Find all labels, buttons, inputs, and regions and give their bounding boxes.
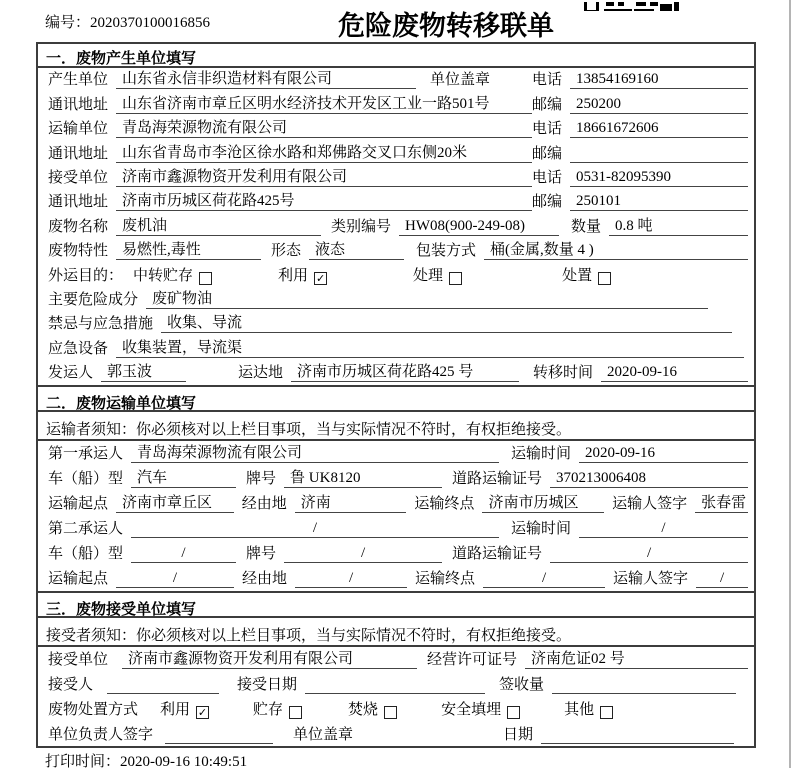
receiver-unit-label: 接受单位 xyxy=(48,169,109,186)
taboo-measures-label: 禁忌与应急措施 xyxy=(48,316,154,333)
waste-traits-field: 易燃性,毒性 xyxy=(116,238,261,260)
receiver-address-row xyxy=(38,190,754,214)
transfer-time-field: 2020-09-16 xyxy=(601,364,748,382)
route2-row xyxy=(38,566,754,591)
disposal-other-checkbox xyxy=(600,706,613,719)
disposal-method-label: 废物处置方式 xyxy=(48,702,139,719)
transport-zip-label: 邮编 xyxy=(531,145,562,162)
producer-address-label: 通讯地址 xyxy=(48,96,109,113)
transport-unit-field: 青岛海荣源物流有限公司 xyxy=(116,116,532,138)
route2-via-field: / xyxy=(295,570,407,588)
waste-code-field: HW08(900-249-08) xyxy=(399,218,559,236)
producer-unit-field: 山东省永信非织造材料有限公司 xyxy=(116,67,416,89)
signed-qty-field xyxy=(552,677,736,694)
carrier2-row xyxy=(38,516,754,541)
disposal-method-row xyxy=(38,697,754,722)
vehicle1-type-field: 汽车 xyxy=(131,466,236,488)
responsible-sign-field xyxy=(165,727,273,744)
transfer-purpose-label: 外运目的： xyxy=(48,267,124,284)
emergency-equipment-row xyxy=(38,336,754,360)
route1-row xyxy=(38,491,754,516)
route2-via-label: 经由地 xyxy=(242,571,288,588)
receiver-unit-field: 济南市鑫源物资开发利用有限公司 xyxy=(116,165,532,187)
taboo-measures-row xyxy=(38,312,754,336)
destination-field: 济南市历城区荷花路425 号 xyxy=(291,360,519,382)
serial-label: 编号： xyxy=(45,15,91,31)
waste-traits-label: 废物特性 xyxy=(48,243,109,260)
section-2-header: 二．废物运输单位填写 xyxy=(38,385,754,412)
acceptor-row xyxy=(38,672,754,697)
qr-code-fragment-icon xyxy=(584,0,680,11)
vehicle2-plate-label: 牌号 xyxy=(246,546,277,563)
unit-seal-label: 单位盖章 xyxy=(430,72,491,89)
producer-unit-label: 产生单位 xyxy=(48,72,109,89)
receiver-phone-field: 0531-82095390 xyxy=(570,169,748,187)
receiver-zip-field: 250101 xyxy=(570,193,748,211)
acceptor-field xyxy=(107,677,219,694)
accept-unit-row xyxy=(38,647,754,672)
vehicle2-cert-label: 道路运输证号 xyxy=(452,546,543,563)
emergency-equipment-field: 收集装置，导流渠 xyxy=(116,336,744,358)
vehicle1-row xyxy=(38,466,754,491)
vehicle2-plate-field: / xyxy=(284,545,442,563)
carrier1-field: 青岛海荣源物流有限公司 xyxy=(131,441,499,463)
carrier2-time-field: / xyxy=(579,520,748,538)
purpose-storage-checkbox xyxy=(199,272,212,285)
purpose-dispose-checkbox xyxy=(598,272,611,285)
accept-unit-field: 济南市鑫源物资开发利用有限公司 xyxy=(122,647,417,669)
transport-phone-label: 电话 xyxy=(531,121,562,138)
disposal-other-label: 其他 xyxy=(564,702,595,719)
route2-start-label: 运输起点 xyxy=(48,571,109,588)
waste-form-field: 液态 xyxy=(309,238,404,260)
shipper-field: 郭玉波 xyxy=(101,360,186,382)
transport-phone-field: 18661672606 xyxy=(570,120,748,138)
receiver-phone-label: 电话 xyxy=(531,169,562,186)
transport-address-field: 山东省青岛市李沧区徐水路和郑佛路交叉口东侧20米 xyxy=(116,141,532,163)
purpose-option-storage-label: 中转贮存 xyxy=(133,267,194,284)
vehicle2-cert-field: / xyxy=(550,545,748,563)
purpose-option-use-label: 利用 xyxy=(278,267,309,284)
page-edge-divider xyxy=(789,0,791,768)
route1-start-field: 济南市章丘区 xyxy=(116,491,234,513)
transport-address-row xyxy=(38,141,754,165)
disposal-use-label: 利用 xyxy=(160,702,191,719)
signed-qty-label: 签收量 xyxy=(499,677,545,694)
purpose-option-dispose-label: 处置 xyxy=(562,267,593,284)
accept-date-field xyxy=(305,677,485,694)
receiver-unit-row xyxy=(38,166,754,190)
serial-number-line xyxy=(45,11,210,32)
receiver-zip-label: 邮编 xyxy=(531,194,562,211)
waste-qty-label: 数量 xyxy=(571,218,602,235)
disposal-burn-label: 焚烧 xyxy=(348,702,379,719)
producer-address-field: 山东省济南市章丘区明水经济技术开发区工业一路501号 xyxy=(116,92,532,114)
hazard-components-row xyxy=(38,288,754,312)
shipper-label: 发运人 xyxy=(48,365,94,382)
disposal-use-checkbox: ✓ xyxy=(197,706,208,720)
transfer-time-label: 转移时间 xyxy=(533,365,594,382)
form-title: 危险废物转移联单 xyxy=(338,11,554,41)
purpose-use-checkbox: ✓ xyxy=(315,271,326,285)
emergency-equipment-label: 应急设备 xyxy=(48,340,109,357)
section-1-header: 一．废物产生单位填写 xyxy=(38,44,754,68)
carrier1-time-label: 运输时间 xyxy=(511,446,572,463)
producer-phone-field: 13854169160 xyxy=(570,71,748,89)
disposal-landfill-checkbox xyxy=(507,706,520,719)
route1-via-label: 经由地 xyxy=(241,496,287,513)
producer-zip-label: 邮编 xyxy=(531,96,562,113)
unit-seal-label-2: 单位盖章 xyxy=(293,727,354,744)
responsible-sign-label: 单位负责人签字 xyxy=(48,727,154,744)
vehicle1-plate-label: 牌号 xyxy=(246,471,277,488)
route2-end-label: 运输终点 xyxy=(415,571,476,588)
route2-sign-label: 运输人签字 xyxy=(613,571,689,588)
route1-start-label: 运输起点 xyxy=(48,496,109,513)
waste-name-field: 废机油 xyxy=(116,214,321,236)
transport-unit-label: 运输单位 xyxy=(48,121,109,138)
carrier2-label: 第二承运人 xyxy=(48,521,124,538)
print-time-value: 2020-09-16 10:49:51 xyxy=(120,754,248,770)
producer-unit-row xyxy=(38,68,754,92)
transport-zip-field xyxy=(570,146,748,163)
taboo-measures-field: 收集、导流 xyxy=(161,311,732,333)
producer-address-row xyxy=(38,92,754,116)
waste-name-row xyxy=(38,214,754,238)
carrier2-time-label: 运输时间 xyxy=(511,521,572,538)
route1-sign-label: 运输人签字 xyxy=(612,496,688,513)
route2-sign-field: / xyxy=(696,570,748,588)
route1-via-field: 济南 xyxy=(295,491,407,513)
route2-start-field: / xyxy=(116,570,234,588)
vehicle1-cert-field: 370213006408 xyxy=(550,470,748,488)
waste-name-label: 废物名称 xyxy=(48,218,109,235)
vehicle2-row xyxy=(38,541,754,566)
packing-label: 包装方式 xyxy=(416,243,477,260)
manifest-table xyxy=(36,42,756,748)
carrier1-time-field: 2020-09-16 xyxy=(579,445,748,463)
transporter-notice: 运输者须知：你必须核对以上栏目事项，当与实际情况不符时，有权拒绝接受。 xyxy=(38,412,754,441)
accept-date-label: 接受日期 xyxy=(237,677,298,694)
producer-phone-label: 电话 xyxy=(531,72,562,89)
destination-label: 运达地 xyxy=(238,365,284,382)
vehicle1-type-label: 车（船）型 xyxy=(48,471,124,488)
disposal-store-checkbox xyxy=(289,706,302,719)
purpose-option-treat-label: 处理 xyxy=(413,267,444,284)
waste-traits-row xyxy=(38,239,754,263)
hazard-components-field: 废矿物油 xyxy=(146,287,708,309)
section-3-header: 三．废物接受单位填写 xyxy=(38,591,754,618)
route1-end-field: 济南市历城区 xyxy=(482,491,604,513)
vehicle1-plate-field: 鲁 UK8120 xyxy=(284,466,442,488)
disposal-store-label: 贮存 xyxy=(253,702,284,719)
disposal-burn-checkbox xyxy=(384,706,397,719)
route1-sign-field: 张春雷 xyxy=(695,491,748,513)
waste-form-label: 形态 xyxy=(271,243,302,260)
vehicle2-type-label: 车（船）型 xyxy=(48,546,124,563)
transport-unit-row xyxy=(38,117,754,141)
print-time-label: 打印时间： xyxy=(45,754,121,770)
waste-qty-field: 0.8 吨 xyxy=(609,214,748,236)
hazard-components-label: 主要危险成分 xyxy=(48,291,139,308)
accept-unit-label: 接受单位 xyxy=(48,652,109,669)
transport-address-label: 通讯地址 xyxy=(48,145,109,162)
serial-number: 2020370100016856 xyxy=(90,15,211,31)
carrier2-field: / xyxy=(131,520,499,538)
responsible-sign-row xyxy=(38,722,754,747)
carrier1-row xyxy=(38,441,754,466)
producer-zip-field: 250200 xyxy=(570,96,748,114)
shipper-row xyxy=(38,361,754,385)
purpose-treat-checkbox xyxy=(449,272,462,285)
license-label: 经营许可证号 xyxy=(427,652,518,669)
route1-end-label: 运输终点 xyxy=(414,496,475,513)
disposal-landfill-label: 安全填埋 xyxy=(441,702,502,719)
route2-end-field: / xyxy=(483,570,605,588)
vehicle1-cert-label: 道路运输证号 xyxy=(452,471,543,488)
packing-field: 桶(金属,数量 4 ) xyxy=(484,238,748,260)
receiver-address-label: 通讯地址 xyxy=(48,194,109,211)
transfer-purpose-row xyxy=(38,263,754,287)
receiver-notice: 接受者须知：你必须核对以上栏目事项，当与实际情况不符时，有权拒绝接受。 xyxy=(38,618,754,647)
receiver-address-field: 济南市历城区荷花路425号 xyxy=(116,189,532,211)
acceptor-label: 接受人 xyxy=(48,677,94,694)
sign-date-label: 日期 xyxy=(503,727,534,744)
vehicle2-type-field: / xyxy=(131,545,236,563)
carrier1-label: 第一承运人 xyxy=(48,446,124,463)
license-field: 济南危证02 号 xyxy=(525,647,748,669)
waste-code-label: 类别编号 xyxy=(331,218,392,235)
sign-date-field xyxy=(541,727,734,744)
